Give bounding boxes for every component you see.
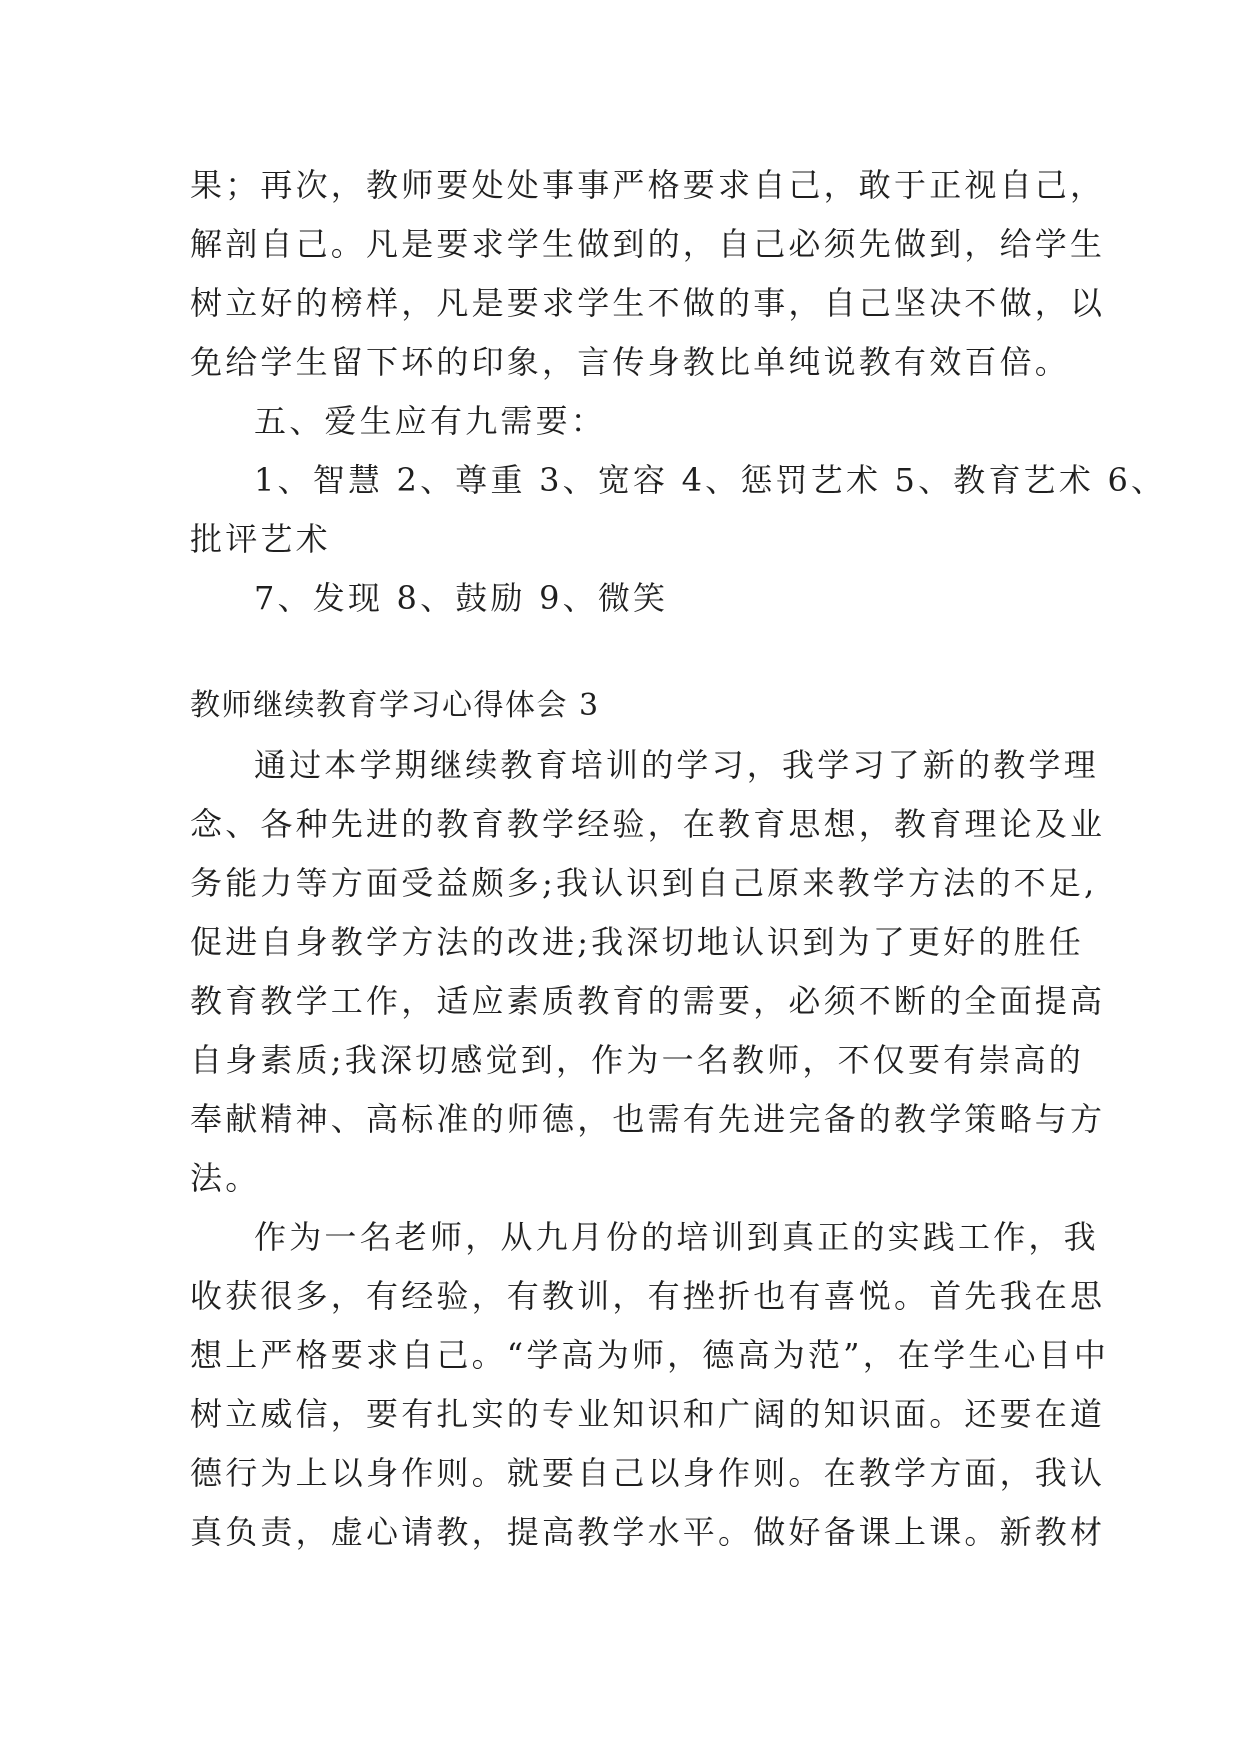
paragraph-line: 自身素质;我深切感觉到，作为一名教师，不仅要有崇高的 (190, 1041, 1084, 1079)
paragraph-line: 真负责，虚心请教，提高教学水平。做好备课上课。新教材 (190, 1513, 1106, 1551)
list-line: 7、发现 8、鼓励 9、微笑 (254, 579, 669, 617)
list-line: 1、智慧 2、尊重 3、宽容 4、惩罚艺术 5、教育艺术 6、 (254, 461, 1167, 499)
paragraph-line: 树立好的榜样，凡是要求学生不做的事，自己坚决不做，以 (190, 284, 1106, 322)
paragraph-line: 务能力等方面受益颇多;我认识到自己原来教学方法的不足, (190, 864, 1098, 902)
paragraph-line: 免给学生留下坏的印象，言传身教比单纯说教有效百倍。 (190, 343, 1071, 381)
paragraph-line: 树立威信，要有扎实的专业知识和广阔的知识面。还要在道 (190, 1395, 1106, 1433)
paragraph-line: 奉献精神、高标准的师德，也需有先进完备的教学策略与方 (190, 1100, 1106, 1138)
paragraph-line: 促进自身教学方法的改进;我深切地认识到为了更好的胜任 (190, 923, 1084, 961)
paragraph-line: 德行为上以身作则。就要自己以身作则。在教学方面，我认 (190, 1454, 1106, 1492)
paragraph-line: 作为一名老师，从九月份的培训到真正的实践工作，我 (254, 1218, 1099, 1256)
paragraph-line: 解剖自己。凡是要求学生做到的，自己必须先做到，给学生 (190, 225, 1106, 263)
paragraph-line: 教育教学工作，适应素质教育的需要，必须不断的全面提高 (190, 982, 1106, 1020)
list-line: 批评艺术 (190, 520, 331, 558)
paragraph-line: 想上严格要求自己。“学高为师，德高为范”，在学生心目中 (190, 1336, 1110, 1374)
paragraph-line: 念、各种先进的教育教学经验，在教育思想，教育理论及业 (190, 805, 1106, 843)
subheading: 五、爱生应有九需要： (254, 402, 607, 440)
paragraph-line: 收获很多，有经验，有教训，有挫折也有喜悦。首先我在思 (190, 1277, 1106, 1315)
paragraph-line: 果；再次，教师要处处事事严格要求自己，敢于正视自己， (190, 166, 1106, 204)
paragraph-line: 法。 (190, 1159, 261, 1197)
section-title: 教师继续教育学习心得体会 3 (190, 688, 600, 723)
paragraph-line: 通过本学期继续教育培训的学习，我学习了新的教学理 (254, 746, 1099, 784)
